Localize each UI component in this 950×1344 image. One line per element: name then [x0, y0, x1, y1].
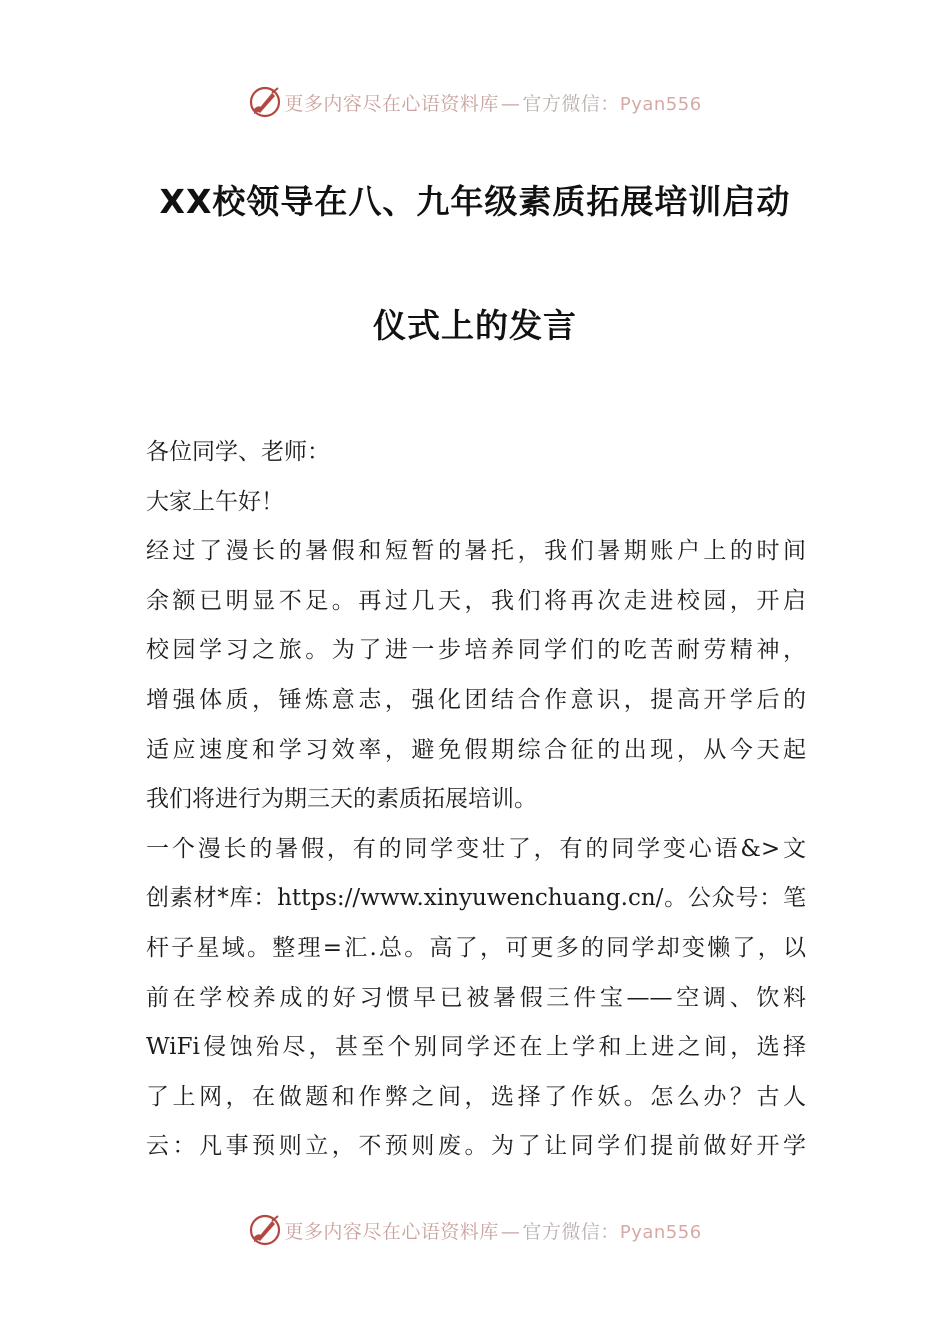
body-line: 适应速度和学习效率，避免假期综合征的出现，从今天起 — [146, 736, 806, 763]
watermark-text — [284, 1217, 701, 1244]
body-line: 杆子星域。整理=汇.总。高了，可更多的同学却变懒了，以 — [146, 934, 806, 961]
greeting-line: 大家上午好！ — [146, 488, 284, 515]
watermark-text — [284, 89, 701, 116]
watermark-banner-bottom — [0, 1210, 950, 1250]
body-line: 了上网，在做题和作弊之间，选择了作妖。怎么办？古人 — [146, 1083, 806, 1110]
quill-pen-logo-icon — [248, 85, 282, 119]
body-line: 云：凡事预则立，不预则废。为了让同学们提前做好开学 — [146, 1133, 806, 1160]
watermark-contact-value: Pyan556 — [619, 93, 702, 115]
watermark-banner-top — [0, 82, 950, 122]
body-line: 校园学习之旅。为了进一步培养同学们的吃苦耐劳精神， — [146, 637, 806, 664]
watermark-separator: — — [500, 1220, 521, 1243]
watermark-contact-label: 官方微信： — [522, 1220, 620, 1243]
body-line: 增强体质，锤炼意志，强化团结合作意识，提高开学后的 — [146, 686, 806, 713]
salutation-line: 各位同学、老师： — [146, 439, 330, 465]
watermark-contact-label: 官方微信： — [522, 92, 620, 115]
body-line: WiFi侵蚀殆尽，甚至个别同学还在上学和上进之间，选择 — [146, 1034, 806, 1061]
watermark-brand: 更多内容尽在心语资料库 — [284, 92, 499, 115]
body-line: 经过了漫长的暑假和短暂的暑托，我们暑期账户上的时间 — [146, 538, 806, 565]
watermark-contact-value: Pyan556 — [619, 1221, 702, 1243]
document-title-line-2: 仪式上的发言 — [373, 306, 577, 345]
body-line: 前在学校养成的好习惯早已被暑假三件宝——空调、饮料 — [146, 984, 806, 1011]
body-line: 创素材*库：https://www.xinyuwenchuang.cn/。公众号：笔 — [146, 885, 806, 912]
quill-pen-logo-icon — [248, 1213, 282, 1247]
body-line: 余额已明显不足。再过几天，我们将再次走进校园，开启 — [146, 587, 806, 614]
body-line: 一个漫长的暑假，有的同学变壮了，有的同学变心语&>文 — [146, 835, 806, 862]
watermark-separator: — — [500, 92, 521, 115]
body-line: 我们将进行为期三天的素质拓展培训。 — [146, 786, 537, 813]
document-title-line-1: XX校领导在八、九年级素质拓展培训启动 — [159, 182, 791, 221]
document-body — [146, 428, 806, 1172]
watermark-brand: 更多内容尽在心语资料库 — [284, 1220, 499, 1243]
